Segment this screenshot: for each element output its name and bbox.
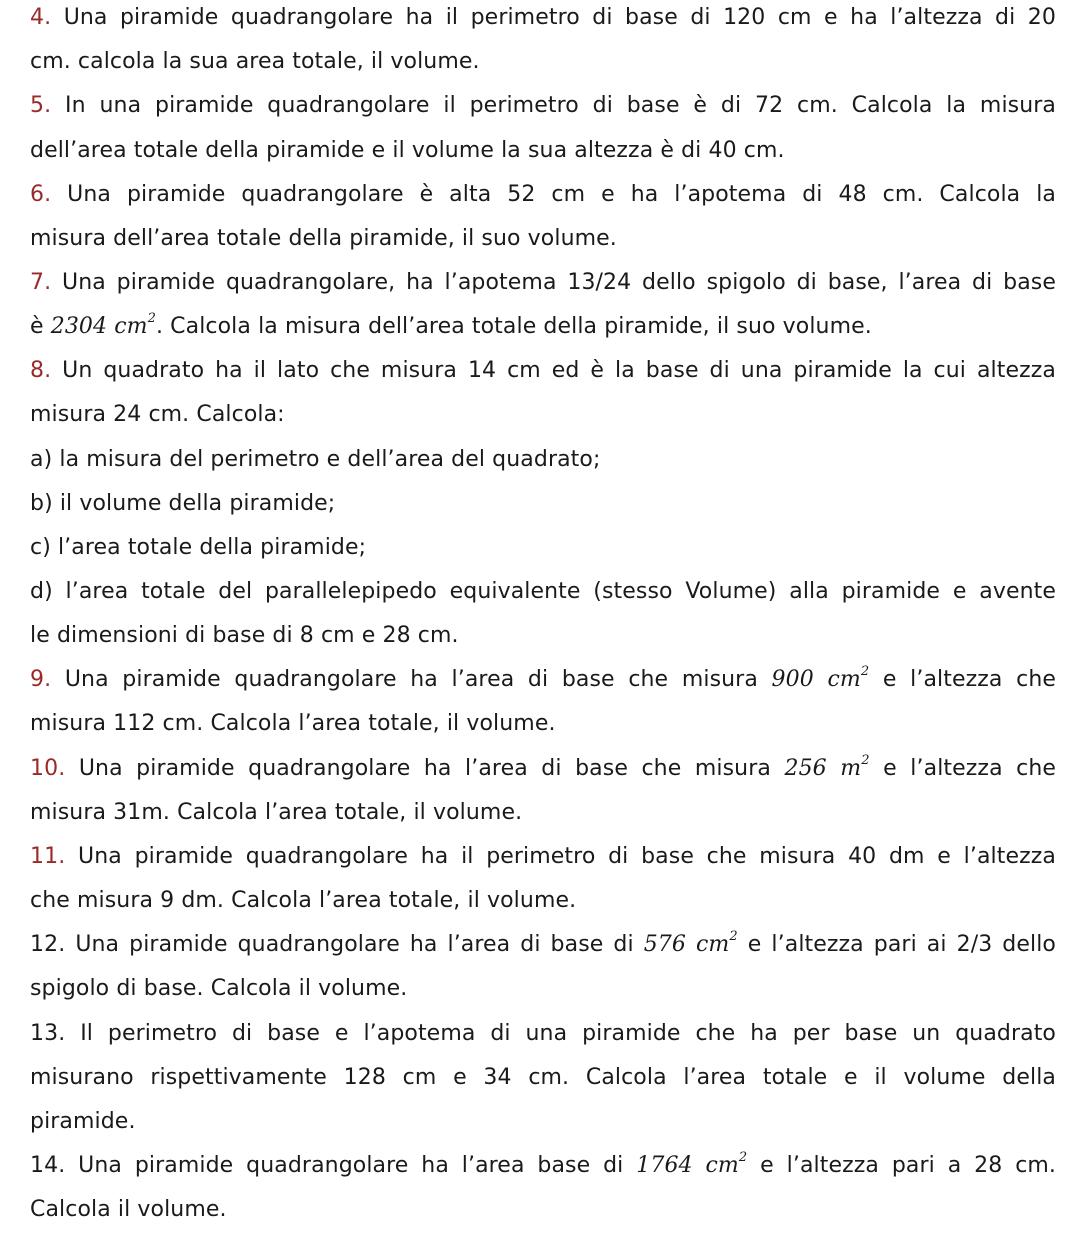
math-expression: 2304 $cm^2$ bbox=[50, 310, 156, 339]
problem-12-line-2: spigolo di base. Calcola il volume. bbox=[30, 976, 408, 1001]
problem-9-line-1: 9. Una piramide quadrangolare ha l’area di base che misura 900 $cm^2$ e l’altezza che bbox=[30, 663, 1056, 692]
problem-13-line-1: 13. Il perimetro di base e l’apotema di una piramide che ha per base un quadrato bbox=[30, 1021, 1056, 1046]
problem-number: 12. bbox=[30, 932, 66, 957]
problem-7-line-1: 7. Una piramide quadrangolare, ha l’apotema 13/24 dello spigolo di base, l’area di base bbox=[30, 270, 1056, 295]
problem-8-subitem-a: a) la misura del perimetro e dell’area del quadrato; bbox=[30, 447, 601, 472]
problem-10-line-1: 10. Una piramide quadrangolare ha l’area di base che misura 256 $m^2$ e l’altezza che bbox=[30, 752, 1057, 781]
problem-number: 9. bbox=[30, 667, 52, 692]
problem-9-line-2: misura 112 cm. Calcola l’area totale, il volume. bbox=[30, 711, 556, 736]
problem-13-line-3: piramide. bbox=[30, 1109, 136, 1134]
problem-number: 7. bbox=[30, 270, 52, 295]
math-expression: 256 $m^2$ bbox=[784, 752, 870, 781]
math-expression: 900 $cm^2$ bbox=[771, 663, 870, 692]
problem-8-subitem-d-cont: le dimensioni di base di 8 cm e 28 cm. bbox=[30, 623, 459, 648]
problem-14-line-1: 14. Una piramide quadrangolare ha l’area base di 1764 $cm^2$ e l’altezza pari a 28 cm. bbox=[30, 1149, 1057, 1178]
problem-number: 5. bbox=[30, 93, 52, 118]
problem-5-line-1: 5. In una piramide quadrangolare il perimetro di base è di 72 cm. Calcola la misura bbox=[30, 93, 1057, 118]
math-expression: 1764 $cm^2$ bbox=[636, 1149, 748, 1178]
problem-11-line-1: 11. Una piramide quadrangolare ha il perimetro di base che misura 40 dm e l’altezza bbox=[30, 844, 1057, 869]
math-expression: 576 $cm^2$ bbox=[643, 928, 738, 957]
problem-number: 8. bbox=[30, 358, 52, 383]
problem-10-line-2: misura 31m. Calcola l’area totale, il volume. bbox=[30, 800, 523, 825]
problem-6-line-2: misura dell’area totale della piramide, il suo volume. bbox=[30, 226, 617, 251]
problem-number: 11. bbox=[30, 844, 66, 869]
problem-6-line-1: 6. Una piramide quadrangolare è alta 52 cm e ha l’apotema di 48 cm. Calcola la bbox=[30, 182, 1057, 207]
problem-14-line-2: Calcola il volume. bbox=[30, 1197, 227, 1222]
problem-number: 6. bbox=[30, 182, 52, 207]
problem-4-line-2: cm. calcola la sua area totale, il volume. bbox=[30, 49, 480, 74]
problem-number: 4. bbox=[30, 5, 52, 30]
problem-8-subitem-b: b) il volume della piramide; bbox=[30, 491, 336, 516]
problem-4-line-1: 4. Una piramide quadrangolare ha il perimetro di base di 120 cm e ha l’altezza di 20 bbox=[30, 5, 1056, 30]
problem-8-line-2: misura 24 cm. Calcola: bbox=[30, 402, 285, 427]
problem-8-line-1: 8. Un quadrato ha il lato che misura 14 cm ed è la base di una piramide la cui altezza bbox=[30, 358, 1056, 383]
problem-5-line-2: dell’area totale della piramide e il volume la sua altezza è di 40 cm. bbox=[30, 138, 785, 163]
problem-number: 10. bbox=[30, 756, 66, 781]
problem-11-line-2: che misura 9 dm. Calcola l’area totale, il volume. bbox=[30, 888, 577, 913]
problem-12-line-1: 12. Una piramide quadrangolare ha l’area di base di 576 $cm^2$ e l’altezza pari ai 2/3 dello bbox=[30, 928, 1056, 957]
exercise-page bbox=[30, 0, 1056, 1241]
problem-8-subitem-c: c) l’area totale della piramide; bbox=[30, 535, 367, 560]
problem-8-subitem-d: d) l’area totale del parallelepipedo equivalente (stesso Volume) alla piramide e avente bbox=[30, 579, 1056, 604]
problem-7-line-2: è 2304 $cm^2$. Calcola la misura dell’area totale della piramide, il suo volume. bbox=[30, 310, 872, 339]
problem-number: 14. bbox=[30, 1153, 66, 1178]
problem-13-line-2: misurano rispettivamente 128 cm e 34 cm. Calcola l’area totale e il volume della bbox=[30, 1065, 1056, 1090]
problem-number: 13. bbox=[30, 1021, 66, 1046]
